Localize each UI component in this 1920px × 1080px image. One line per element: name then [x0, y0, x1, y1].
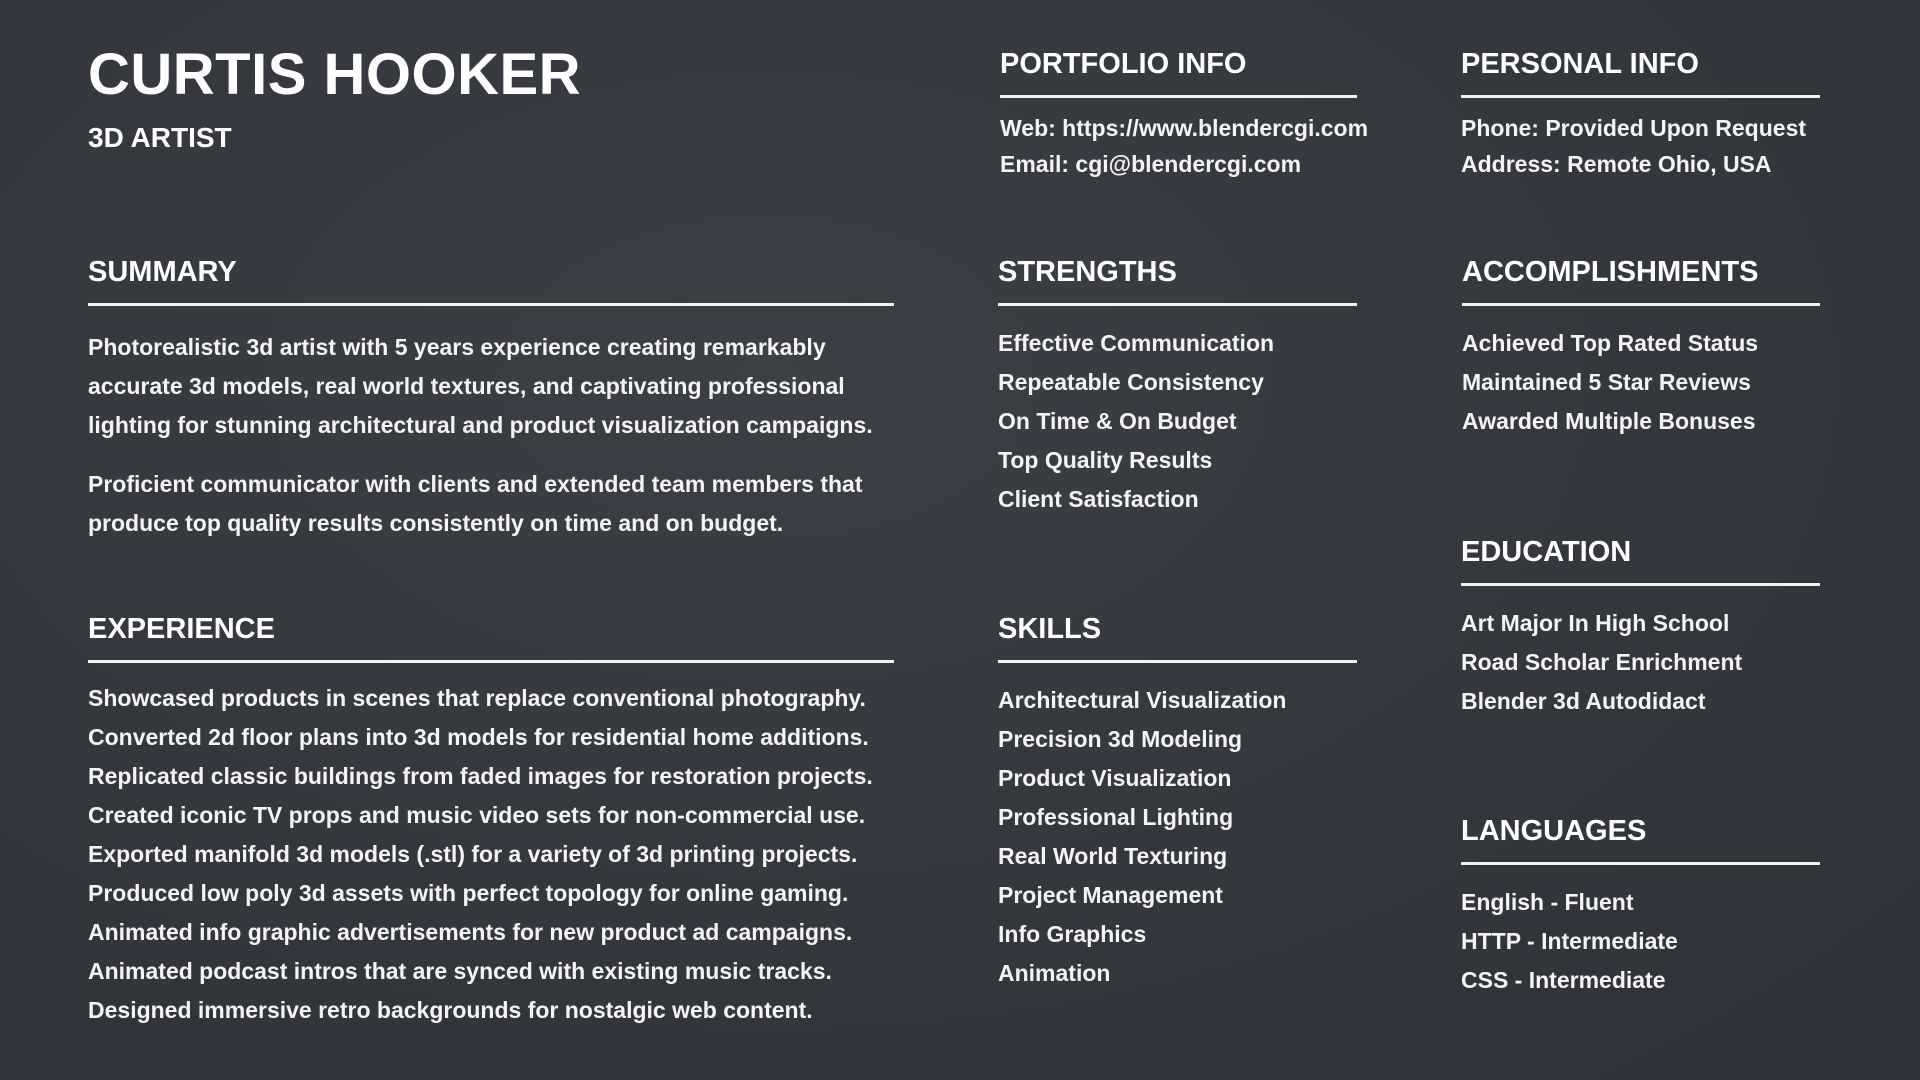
resume-name: CURTIS HOOKER [88, 42, 582, 107]
skill-item: Project Management [998, 882, 1223, 908]
experience-item: Converted 2d floor plans into 3d models for residential home additions. [88, 724, 869, 750]
summary-section [88, 258, 894, 543]
skill-item: Precision 3d Modeling [998, 726, 1243, 752]
experience-item: Exported manifold 3d models (.stl) for a variety of 3d printing projects. [88, 841, 858, 867]
skill-item: Architectural Visualization [998, 687, 1287, 713]
experience-heading: EXPERIENCE [88, 615, 894, 663]
experience-section [88, 615, 894, 1030]
strength-item: Repeatable Consistency [998, 369, 1264, 395]
personal-heading: PERSONAL INFO [1461, 50, 1820, 98]
skill-item: Animation [998, 960, 1111, 986]
resume-title: 3D ARTIST [88, 122, 232, 153]
skills-section [998, 615, 1357, 993]
personal-phone: Phone: Provided Upon Request [1461, 115, 1807, 141]
education-item: Road Scholar Enrichment [1461, 649, 1743, 675]
experience-item: Animated info graphic advertisements for new product ad campaigns. [88, 919, 853, 945]
portfolio-heading: PORTFOLIO INFO [1000, 50, 1357, 98]
personal-address: Address: Remote Ohio, USA [1461, 151, 1772, 177]
experience-item: Created iconic TV props and music video sets for non-commercial use. [88, 802, 866, 828]
strength-item: Client Satisfaction [998, 486, 1199, 512]
experience-item: Produced low poly 3d assets with perfect topology for online gaming. [88, 880, 849, 906]
summary-paragraph: Proficient communicator with clients and extended team members that produce top quality results consistently on time and on budget. [88, 471, 863, 536]
language-item: English - Fluent [1461, 889, 1634, 915]
skills-heading: SKILLS [998, 615, 1357, 663]
strength-item: Effective Communication [998, 330, 1275, 356]
summary-heading: SUMMARY [88, 258, 894, 306]
accomplishments-heading: ACCOMPLISHMENTS [1462, 258, 1820, 306]
portfolio-email: Email: cgi@blendercgi.com [1000, 151, 1302, 177]
language-item: CSS - Intermediate [1461, 967, 1666, 993]
experience-item: Animated podcast intros that are synced with existing music tracks. [88, 958, 832, 984]
education-heading: EDUCATION [1461, 538, 1820, 586]
languages-heading: LANGUAGES [1461, 817, 1820, 865]
skill-item: Info Graphics [998, 921, 1147, 947]
strengths-section [998, 258, 1357, 519]
summary-paragraph: Photorealistic 3d artist with 5 years experience creating remarkably accurate 3d models, real world textures, and captivating professional lighting for stunning architectural and product visualization campaigns. [88, 334, 873, 438]
strengths-heading: STRENGTHS [998, 258, 1357, 306]
education-item: Art Major In High School [1461, 610, 1730, 636]
education-item: Blender 3d Autodidact [1461, 688, 1706, 714]
experience-item: Showcased products in scenes that replace conventional photography. [88, 685, 866, 711]
skill-item: Professional Lighting [998, 804, 1234, 830]
strength-item: Top Quality Results [998, 447, 1213, 473]
accomplishment-item: Maintained 5 Star Reviews [1462, 369, 1751, 395]
language-item: HTTP - Intermediate [1461, 928, 1678, 954]
experience-item: Designed immersive retro backgrounds for nostalgic web content. [88, 997, 813, 1023]
experience-item: Replicated classic buildings from faded images for restoration projects. [88, 763, 873, 789]
strength-item: On Time & On Budget [998, 408, 1237, 434]
header-block [88, 42, 582, 153]
education-section [1461, 538, 1820, 721]
portfolio-section [1000, 48, 1369, 182]
accomplishments-section [1462, 258, 1820, 441]
skill-item: Product Visualization [998, 765, 1232, 791]
accomplishment-item: Achieved Top Rated Status [1462, 330, 1759, 356]
languages-section [1461, 817, 1820, 1000]
accomplishment-item: Awarded Multiple Bonuses [1462, 408, 1756, 434]
personal-section [1461, 50, 1820, 182]
skill-item: Real World Texturing [998, 843, 1228, 869]
portfolio-web: Web: https://www.blendercgi.com [1000, 115, 1369, 141]
